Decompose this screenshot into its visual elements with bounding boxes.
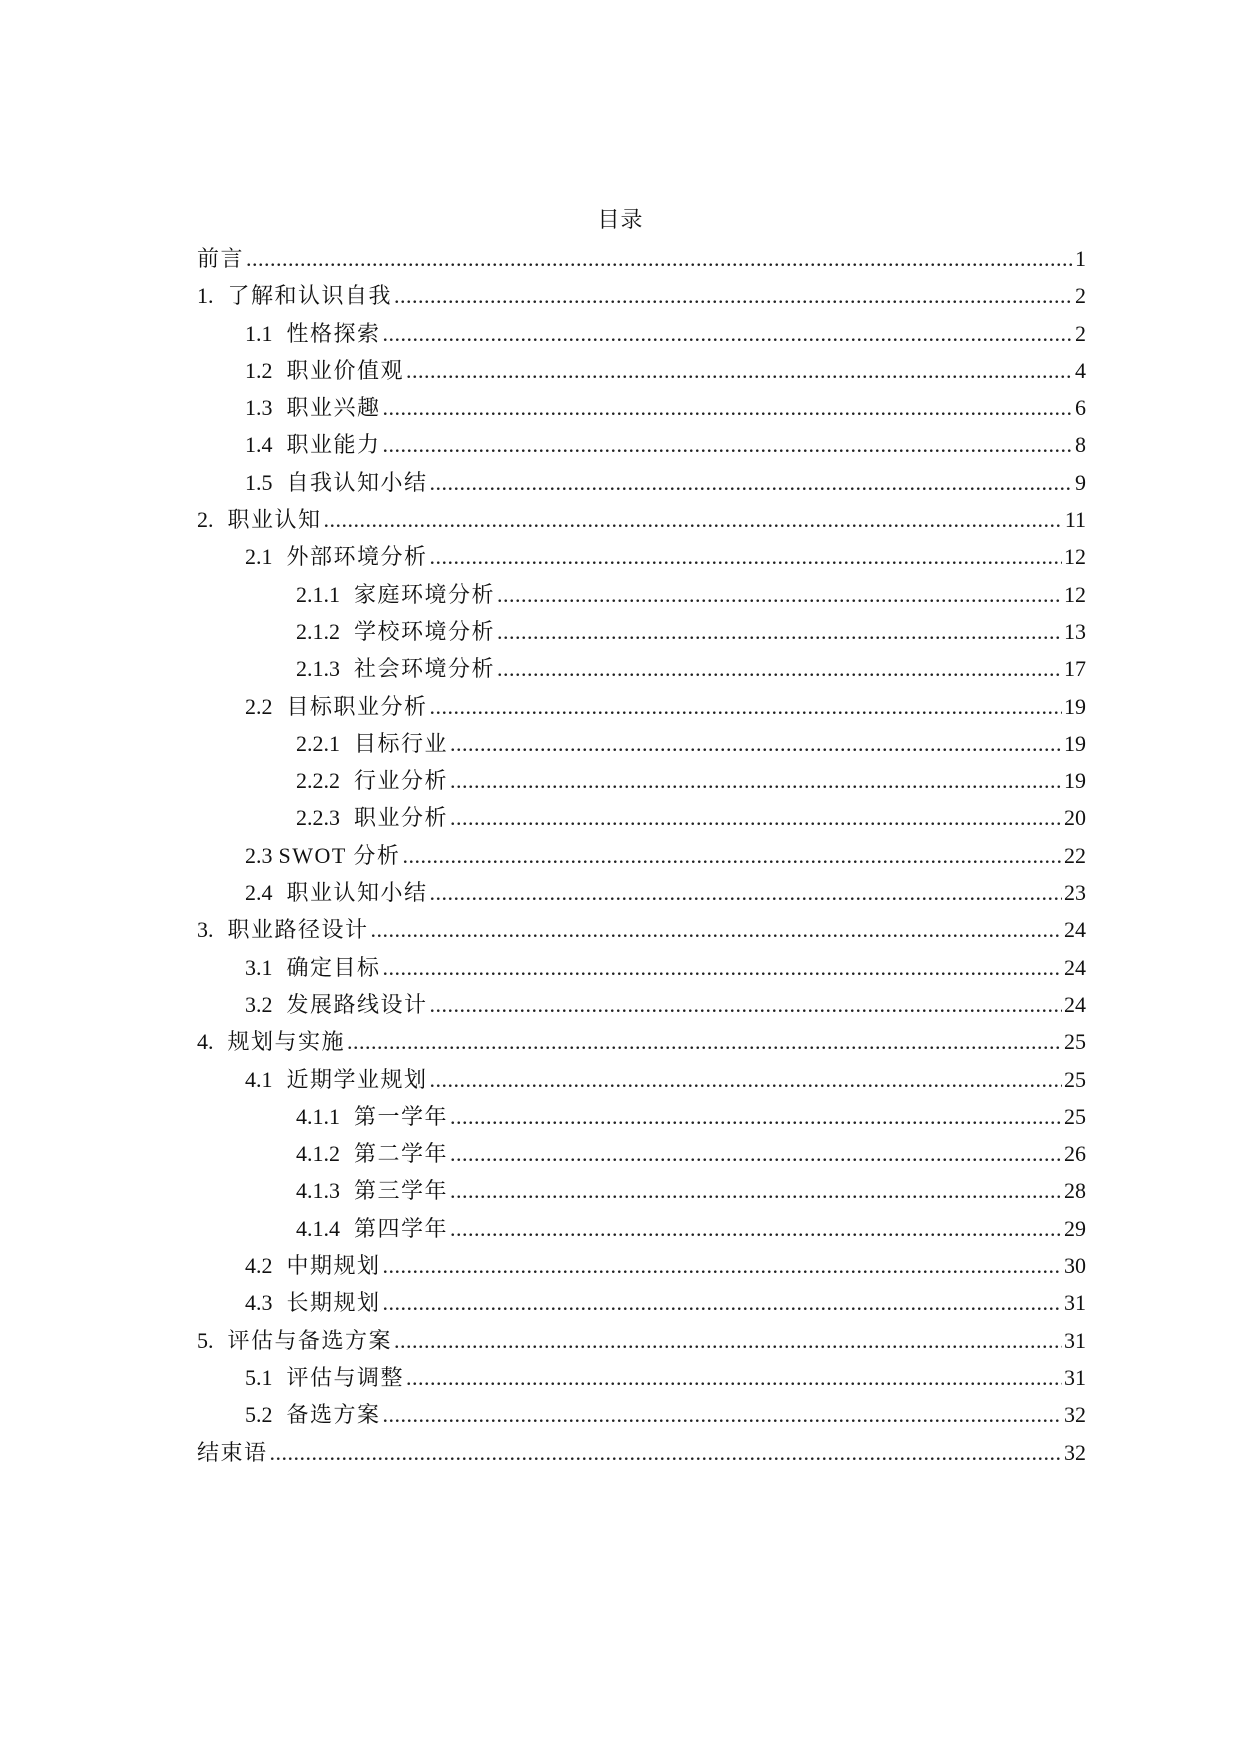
toc-entry-number: 4. [197,1029,214,1055]
toc-entry-title: SWOT 分析 [278,842,401,868]
toc-page-number: 31 [1064,1364,1086,1390]
toc-page-number: 22 [1064,842,1086,868]
toc-entry-number: 2.2.2 [296,768,340,794]
toc-page-number: 12 [1064,581,1086,607]
toc-page-number: 8 [1075,432,1086,458]
toc-entry[interactable] [197,1434,1086,1471]
toc-entry[interactable] [197,501,1086,538]
toc-entry-title: 职业兴趣 [286,395,381,421]
toc-dot-leader [406,352,1073,389]
toc-dot-leader [430,688,1062,725]
toc-entry[interactable] [197,315,1086,352]
toc-dot-leader [450,762,1062,799]
toc-page-number: 24 [1064,954,1086,980]
toc-entry[interactable] [197,1284,1086,1321]
toc-entry-number: 1.4 [245,432,273,458]
toc-entry[interactable] [197,799,1086,836]
toc-entry-title: 了解和认识自我 [227,283,393,309]
toc-page-number: 9 [1075,469,1086,495]
toc-entry-number: 2.3 [245,842,273,868]
toc-entry[interactable] [197,986,1086,1023]
toc-dot-leader [383,949,1062,986]
toc-entry-title: 职业认知 [227,507,322,533]
toc-entry[interactable] [197,464,1086,501]
toc-entry[interactable] [197,1023,1086,1060]
toc-entry-number: 2.1.1 [296,581,340,607]
toc-page-number: 24 [1064,917,1086,943]
toc-entry[interactable] [197,762,1086,799]
toc-entry-title: 长期规划 [286,1290,381,1316]
toc-entry[interactable] [197,837,1086,874]
toc-entry[interactable] [197,352,1086,389]
toc-entry[interactable] [197,1396,1086,1433]
toc-entry-title: 目标行业 [354,730,449,756]
toc-dot-leader [402,837,1062,874]
toc-entry-title: 评估与调整 [286,1364,405,1390]
toc-page-number: 13 [1064,618,1086,644]
toc-page-number: 31 [1064,1290,1086,1316]
toc-page-number: 19 [1064,693,1086,719]
toc-dot-leader [497,576,1062,613]
toc-entry-title: 自我认知小结 [286,469,428,495]
toc-entry-title: 结束语 [197,1439,268,1465]
toc-entry-number: 4.1.2 [296,1141,340,1167]
toc-entry[interactable] [197,1172,1086,1209]
toc-entry-title: 第二学年 [354,1141,449,1167]
toc-entry[interactable] [197,688,1086,725]
toc-page-number: 25 [1064,1029,1086,1055]
toc-entry-number: 4.1 [245,1066,273,1092]
toc-entry-title: 职业价值观 [286,357,405,383]
toc-entry[interactable] [197,874,1086,911]
toc-dot-leader [371,911,1062,948]
toc-entry[interactable] [197,277,1086,314]
toc-entry-number: 2.1.3 [296,656,340,682]
toc-dot-leader [347,1023,1062,1060]
toc-entry-title: 中期规划 [286,1253,381,1279]
toc-entry-title: 家庭环境分析 [354,581,496,607]
toc-dot-leader [450,725,1062,762]
toc-dot-leader [497,650,1062,687]
toc-entry-number: 4.1.1 [296,1103,340,1129]
toc-entry-number: 2. [197,507,214,533]
toc-entry[interactable] [197,1098,1086,1135]
toc-entry-title: 确定目标 [286,954,381,980]
toc-page-number: 4 [1075,357,1086,383]
toc-dot-leader [430,1061,1062,1098]
toc-entry-number: 5.1 [245,1364,273,1390]
toc-entry[interactable] [197,1247,1086,1284]
toc-entry[interactable] [197,240,1086,277]
toc-dot-leader [383,1247,1062,1284]
toc-entry[interactable] [197,613,1086,650]
toc-entry[interactable] [197,650,1086,687]
toc-page-number: 11 [1064,507,1086,533]
toc-dot-leader [383,1284,1062,1321]
toc-dot-leader [430,538,1062,575]
toc-dot-leader [394,1322,1062,1359]
toc-entry-title: 外部环境分析 [286,544,428,570]
toc-page-number: 20 [1064,805,1086,831]
toc-entry-number: 2.1 [245,544,273,570]
toc-entry-number: 1.1 [245,320,273,346]
toc-entry-title: 前言 [197,246,245,271]
toc-dot-leader [450,1210,1062,1247]
toc-entry[interactable] [197,1359,1086,1396]
toc-dot-leader [406,1359,1062,1396]
toc-entry[interactable] [197,1210,1086,1247]
toc-entry-number: 1. [197,283,214,309]
toc-entry-number: 1.3 [245,395,273,421]
toc-entry-title: 规划与实施 [227,1029,346,1055]
toc-entry-number: 3.1 [245,954,273,980]
toc-entry[interactable] [197,725,1086,762]
toc-entry-title: 职业分析 [354,805,449,831]
toc-entry-title: 备选方案 [286,1402,381,1428]
toc-entry-title: 社会环境分析 [354,656,496,682]
toc-page-number: 29 [1064,1215,1086,1241]
toc-page-number: 26 [1064,1141,1086,1167]
toc-page-number: 12 [1064,544,1086,570]
toc-dot-leader [246,240,1073,277]
toc-page-number: 30 [1064,1253,1086,1279]
toc-page-number: 2 [1075,283,1086,309]
toc-entry-number: 4.1.4 [296,1215,340,1241]
toc-entry-number: 5. [197,1327,214,1353]
toc-dot-leader [450,1098,1062,1135]
toc-entry-number: 4.3 [245,1290,273,1316]
toc-entry[interactable] [197,389,1086,426]
toc-entry[interactable] [197,1061,1086,1098]
toc-dot-leader [450,1172,1062,1209]
toc-dot-leader [394,277,1073,314]
toc-dot-leader [383,389,1073,426]
toc-entry-title: 第四学年 [354,1215,449,1241]
toc-entry-number: 2.2.3 [296,805,340,831]
toc-entry-number: 3. [197,917,214,943]
toc-page-number: 28 [1064,1178,1086,1204]
toc-entry-title: 职业认知小结 [286,880,428,906]
toc-dot-leader [450,1135,1062,1172]
toc-page-number: 32 [1064,1439,1086,1465]
toc-page-number: 19 [1064,768,1086,794]
toc-entry[interactable] [197,1135,1086,1172]
toc-page-number: 24 [1064,991,1086,1017]
toc-entry-title: 目标职业分析 [286,693,428,719]
table-of-contents [197,240,1086,1471]
toc-entry-title: 职业能力 [286,432,381,458]
toc-dot-leader [383,315,1073,352]
toc-page-number: 31 [1064,1327,1086,1353]
toc-entry-title: 评估与备选方案 [227,1327,393,1353]
toc-dot-leader [497,613,1062,650]
toc-entry-number: 2.2 [245,693,273,719]
toc-entry[interactable] [197,911,1086,948]
toc-entry-number: 1.2 [245,357,273,383]
toc-page-number: 23 [1064,880,1086,906]
toc-entry-title: 行业分析 [354,768,449,794]
toc-dot-leader [430,464,1073,501]
toc-entry[interactable] [197,576,1086,613]
toc-entry-title: 第三学年 [354,1178,449,1204]
toc-dot-leader [383,426,1073,463]
toc-dot-leader [430,874,1062,911]
toc-entry-title: 第一学年 [354,1103,449,1129]
toc-entry-title: 学校环境分析 [354,618,496,644]
toc-entry-number: 3.2 [245,991,273,1017]
toc-entry-title: 发展路线设计 [286,991,428,1017]
toc-entry-number: 4.2 [245,1253,273,1279]
toc-entry-title: 近期学业规划 [286,1066,428,1092]
toc-page-number: 32 [1064,1402,1086,1428]
toc-page-number: 1 [1075,246,1086,271]
toc-page-number: 2 [1075,320,1086,346]
toc-entry-number: 5.2 [245,1402,273,1428]
toc-entry-number: 4.1.3 [296,1178,340,1204]
toc-entry[interactable] [197,1322,1086,1359]
toc-entry-number: 2.1.2 [296,618,340,644]
toc-page-number: 25 [1064,1103,1086,1129]
toc-page-number: 6 [1075,395,1086,421]
toc-entry[interactable] [197,426,1086,463]
toc-title: 目录 [597,207,644,232]
toc-entry-number: 1.5 [245,469,273,495]
toc-dot-leader [383,1396,1062,1433]
toc-dot-leader [324,501,1063,538]
toc-entry-number: 2.2.1 [296,730,340,756]
toc-entry[interactable] [197,538,1086,575]
toc-entry[interactable] [197,949,1086,986]
toc-entry-title: 职业路径设计 [227,917,369,943]
toc-page-number: 25 [1064,1066,1086,1092]
toc-page-number: 19 [1064,730,1086,756]
toc-page-number: 17 [1064,656,1086,682]
toc-dot-leader [450,799,1062,836]
toc-entry-number: 2.4 [245,880,273,906]
toc-dot-leader [430,986,1062,1023]
toc-entry-title: 性格探索 [286,320,381,346]
toc-dot-leader [270,1434,1062,1471]
